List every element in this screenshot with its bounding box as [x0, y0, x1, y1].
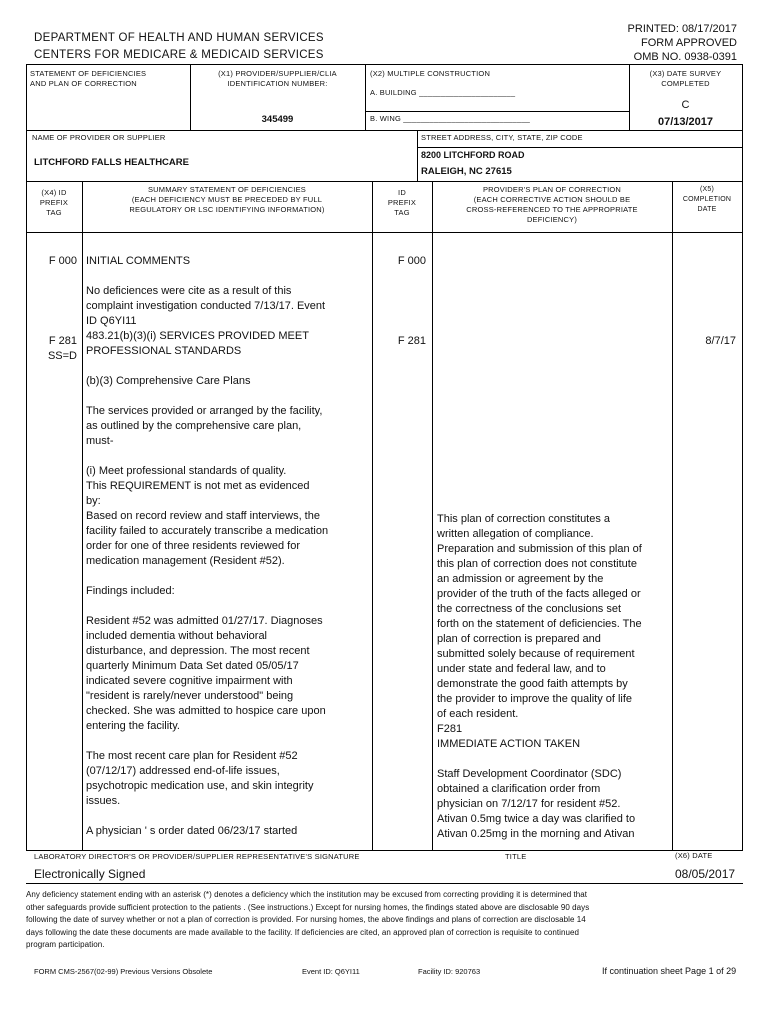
- signature-date: 08/05/2017: [675, 867, 736, 881]
- rule: [672, 181, 673, 850]
- event-id: Event ID: Q6YI11: [302, 967, 360, 976]
- provider-id-number: 345499: [261, 114, 294, 125]
- rule: [26, 181, 743, 182]
- rule: [365, 64, 366, 130]
- statement-label: STATEMENT OF DEFICIENCIES AND PLAN OF CORRECTION: [30, 69, 147, 88]
- wing-label: B. WING _____________________________: [370, 114, 531, 123]
- id-f000: F 000: [397, 255, 426, 267]
- summary-header: SUMMARY STATEMENT OF DEFICIENCIES (EACH DEFICIENCY MUST BE PRECEDED BY FULL REGULATORY OR LSC IDENTIFYING INFORMATION): [129, 185, 325, 214]
- street-address: 8200 LITCHFORD ROAD: [421, 150, 525, 160]
- survey-code: C: [681, 99, 690, 111]
- summary-statement: INITIAL COMMENTS No deficiences were cite as a result of this complaint investigation conducted 7/13/17. Event ID Q6YI11 483.21(b)(3)(i) SERVICES PROVIDED MEET PROFESSIONAL STANDARDS (b)(3) Comprehensive Care Plans The services provided or arranged by the facility, as outlined by the comprehensive care plan, must- (i) Meet professional standards of quality. This REQUIREMENT is not met as evidenced by: Based on record review and staff interviews, the facility failed to accurately transcribe a medication order for one of three residents reviewed for medication management (Resident #52). Findings included: Resident #52 was admitted 01/27/17. Diagnoses included dementia without behavioral disturbance, and depression. The most recent quarterly Minimum Data Set dated 05/05/17 indicated severe cognitive impairment with "resident is rarely/never understood" being checked. She was admitted to hospice care upon entering the facility. The most recent care plan for Resident #52 (07/12/17) addressed end-of-life issues, psychotropic medication use, and skin integrity issues. A physician ' s order dated 06/23/17 started: [86, 254, 370, 839]
- rule: [26, 64, 743, 65]
- tag-f000: F 000: [48, 255, 77, 267]
- provider-name: LITCHFORD FALLS HEALTHCARE: [34, 157, 189, 168]
- facility-id: Facility ID: 920763: [418, 967, 481, 976]
- rule: [26, 883, 743, 884]
- form-number: FORM CMS-2567(02-99) Previous Versions Obsolete: [34, 967, 213, 976]
- rule: [26, 232, 743, 233]
- rule: [417, 147, 743, 148]
- rule: [417, 130, 418, 181]
- x4-header: (X4) ID PREFIX TAG: [39, 188, 69, 217]
- rule: [82, 181, 83, 850]
- continuation-page: If continuation sheet Page 1 of 29: [602, 966, 737, 976]
- x1-label: (X1) PROVIDER/SUPPLIER/CLIA IDENTIFICATION NUMBER:: [218, 69, 337, 88]
- rule: [26, 130, 743, 131]
- form-approved: FORM APPROVED: [641, 37, 737, 49]
- rule: [432, 181, 433, 850]
- survey-date-label: (X3) DATE SURVEY COMPLETED: [649, 69, 722, 88]
- rule: [26, 850, 743, 851]
- completion-date-f281: 8/7/17: [705, 335, 736, 347]
- rule: [365, 111, 629, 112]
- rule: [742, 64, 743, 850]
- scope-severity: SS=D: [47, 350, 77, 362]
- tag-f281: F 281: [48, 335, 77, 347]
- printed-date: PRINTED: 08/17/2017: [627, 23, 737, 35]
- id-header: ID PREFIX TAG: [387, 188, 417, 217]
- city-state-zip: RALEIGH, NC 27615: [421, 166, 512, 177]
- provider-name-label: NAME OF PROVIDER OR SUPPLIER: [32, 133, 166, 142]
- rule: [26, 64, 27, 850]
- omb-number: OMB NO. 0938-0391: [633, 51, 737, 63]
- x6-date-label: (X6) DATE: [675, 851, 713, 860]
- initial-comments: INITIAL COMMENTS: [86, 255, 191, 267]
- title-label: TITLE: [505, 852, 527, 861]
- plan-of-correction: This plan of correction constitutes a written allegation of compliance. Preparation and submission of this plan of this plan of correction does not constitute an admission or agreement by the provider of the truth of the facts alleged or the correctness of the conclusions set forth on the statement of deficiencies. The plan of correction is prepared and submitted solely because of requirement under state and federal law, and to demonstrate the good faith attempts by the provider to improve the quality of life of each resident. F281 IMMEDIATE ACTION TAKEN Staff Development Coordinator (SDC) obtained a clarification order from physician on 7/12/17 for resident #52. Ativan 0.5mg twice a day was clarified to Ativan 0.25mg in the morning and Ativan: [437, 513, 642, 840]
- plan-header: PROVIDER'S PLAN OF CORRECTION (EACH CORRECTIVE ACTION SHOULD BE CROSS-REFERENCED TO THE APPROPRIATE DEFICIENCY): [466, 185, 638, 224]
- x5-header: (X5) COMPLETION DATE: [682, 186, 732, 213]
- disclaimer: Any deficiency statement ending with an asterisk (*) denotes a deficiency which the institution may be excused from correcting providing it is determined that other safeguards provide sufficient protection to the patients . (See instructions.) Except for nursing homes, the findings stated above are disclosable 90 days following the date of survey whether or not a plan of correction is provided. For nursing homes, the above findings and plans of correction are disclosable 14 days following the date these documents are made available to the facility. If deficiencies are cited, an approved plan of correction is requisite to continued program participation.: [26, 890, 590, 949]
- signature-value: Electronically Signed: [34, 867, 146, 881]
- signature-label: LABORATORY DIRECTOR'S OR PROVIDER/SUPPLIER REPRESENTATIVE'S SIGNATURE: [34, 852, 360, 861]
- rule: [372, 181, 373, 850]
- building-label: A. BUILDING ______________________: [370, 88, 516, 97]
- address-label: STREET ADDRESS, CITY, STATE, ZIP CODE: [421, 133, 583, 142]
- survey-completed-date: 07/13/2017: [657, 116, 714, 128]
- agency-title: CENTERS FOR MEDICARE & MEDICAID SERVICES: [34, 49, 324, 61]
- department-title: DEPARTMENT OF HEALTH AND HUMAN SERVICES: [34, 32, 324, 44]
- multiple-construction-label: (X2) MULTIPLE CONSTRUCTION: [370, 69, 491, 78]
- id-f281: F 281: [397, 335, 426, 347]
